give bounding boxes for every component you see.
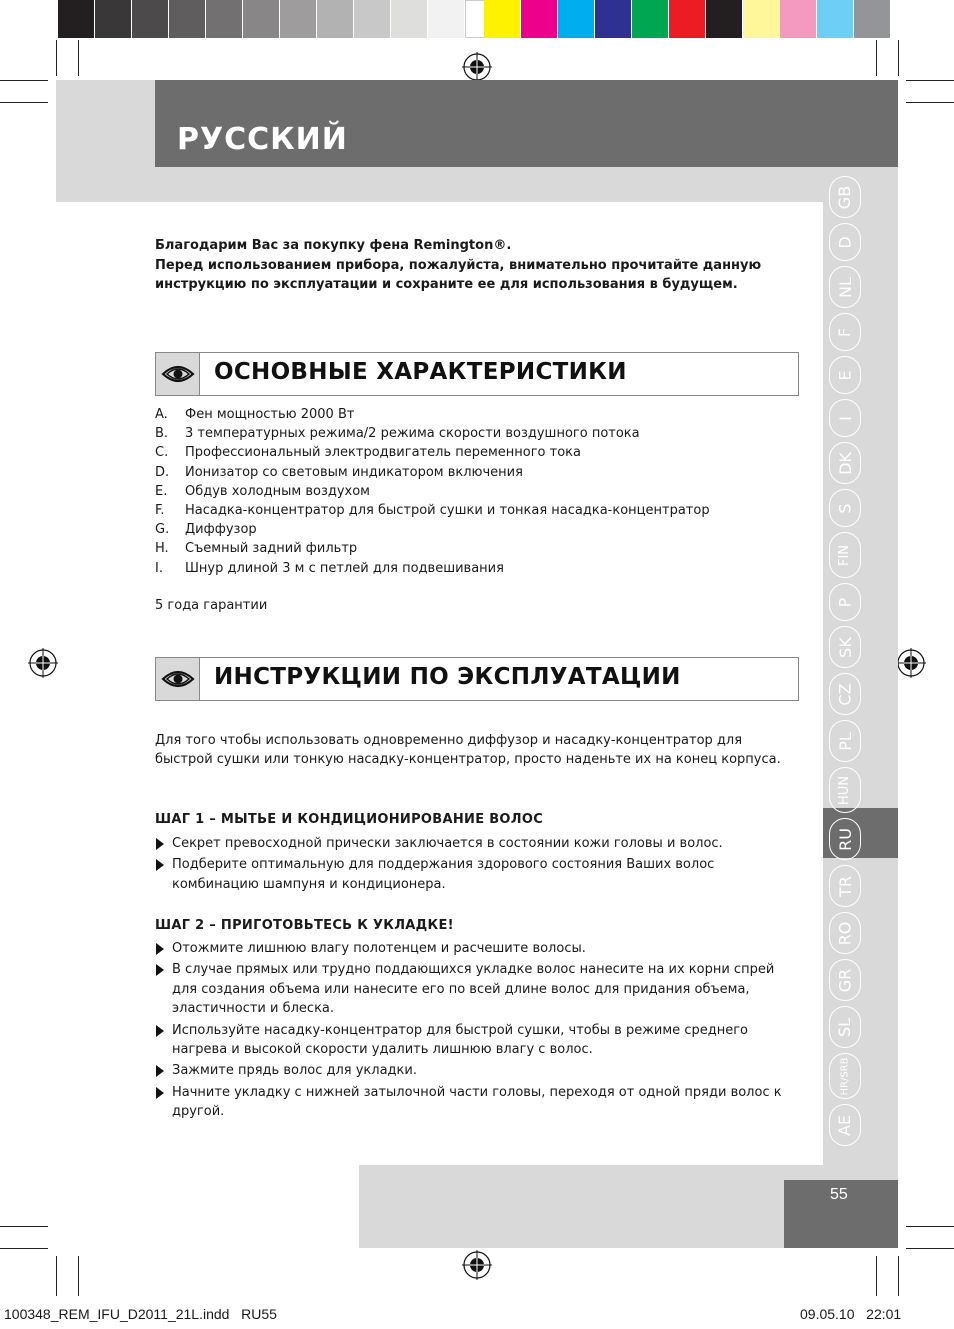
gray-swatch	[243, 0, 280, 38]
language-label: S	[835, 502, 855, 514]
list-item: В случае прямых или трудно поддающихся укладке волос нанесите на их корни спрей для создания объема или нанесите его по всей длине волос для придания объема, эластичности и блеска.	[155, 960, 785, 1018]
gray-swatch	[206, 0, 243, 38]
language-tab-ru[interactable]	[829, 818, 861, 860]
eye-icon	[156, 658, 200, 700]
step-2-title: ШАГ 2 – ПРИГОТОВЬТЕСЬ К УКЛАДКЕ!	[155, 918, 454, 933]
feature-item	[155, 424, 805, 443]
list-item: Подберите оптимальную для поддержания здорового состояния Ваших волос комбинацию шампуня и кондиционера.	[155, 855, 785, 894]
instructions-paragraph: Для того чтобы использовать одновременно диффузор и насадку-концентратор для быстрой сушки или тонкую насадку-концентратор, просто наденьте их на конец корпуса.	[155, 733, 781, 768]
gray-color-bar	[58, 0, 501, 38]
crop-mark	[906, 1248, 954, 1249]
intro-line-1: Благодарим Вас за покупку фена Remington®.	[155, 238, 512, 253]
eye-icon	[156, 353, 200, 395]
language-tab-cz[interactable]	[829, 673, 861, 715]
feature-item	[155, 463, 805, 482]
step-1-list	[155, 834, 785, 896]
intro-text	[155, 236, 795, 295]
feature-text: Ионизатор со световым индикатором включения	[185, 464, 523, 480]
language-label: SK	[835, 636, 855, 658]
process-swatch	[669, 0, 706, 38]
feature-key: E.	[155, 483, 168, 499]
gray-swatch	[132, 0, 169, 38]
feature-key: F.	[155, 503, 165, 519]
gray-swatch	[354, 0, 391, 38]
language-label: P	[835, 597, 855, 607]
step-1-title: ШАГ 1 – МЫТЬЕ И КОНДИЦИОНИРОВАНИЕ ВОЛОС	[155, 812, 544, 827]
language-tab-hr-srb[interactable]	[829, 1053, 861, 1099]
language-tab-ro[interactable]	[829, 912, 861, 954]
footer-date: 09.05.10 22:01	[800, 1306, 902, 1322]
language-tab-sk[interactable]	[829, 626, 861, 668]
language-label: HR/SRB	[839, 1057, 851, 1095]
crop-mark	[906, 102, 954, 103]
crop-mark	[876, 1256, 877, 1296]
gray-swatch	[58, 0, 95, 38]
process-swatch	[558, 0, 595, 38]
language-tab-i[interactable]	[829, 399, 861, 437]
feature-text: 3 температурных режима/2 режима скорости воздушного потока	[185, 426, 640, 442]
process-swatch	[854, 0, 891, 38]
step-2-list	[155, 939, 785, 1124]
language-label: HUN	[837, 775, 853, 805]
process-swatch	[632, 0, 669, 38]
page-number: 55	[830, 1186, 848, 1203]
feature-item	[155, 539, 805, 558]
language-tab-dk[interactable]	[829, 442, 861, 484]
list-item: Отожмите лишнюю влагу полотенцем и расчешите волосы.	[155, 939, 785, 958]
page-title: РУССКИЙ	[177, 122, 348, 157]
language-tab-nl[interactable]	[829, 266, 861, 308]
feature-text: Съемный задний фильтр	[185, 541, 358, 557]
registration-mark-icon	[462, 1250, 492, 1280]
language-tab-tr[interactable]	[829, 865, 861, 907]
crop-mark	[56, 40, 57, 76]
language-tab-sl[interactable]	[829, 1006, 861, 1048]
process-swatch	[743, 0, 780, 38]
gray-swatch	[280, 0, 317, 38]
language-label: AE	[835, 1114, 855, 1136]
feature-item	[155, 443, 805, 462]
registration-mark-icon	[28, 648, 58, 678]
language-tab-fin[interactable]	[829, 532, 861, 578]
list-item: Секрет превосходной прически заключается в состоянии кожи головы и волос.	[155, 834, 785, 853]
features-list	[155, 405, 805, 578]
feature-text: Профессиональный электродвигатель переменного тока	[185, 445, 581, 461]
process-swatch	[780, 0, 817, 38]
crop-mark	[0, 102, 48, 103]
crop-mark	[876, 40, 877, 76]
language-label: SL	[835, 1017, 855, 1037]
crop-mark	[898, 1256, 899, 1296]
feature-item	[155, 559, 805, 578]
language-label: CZ	[835, 682, 855, 706]
language-label: PL	[835, 731, 855, 751]
registration-mark-icon	[462, 52, 492, 82]
process-color-bar	[484, 0, 891, 38]
crop-mark	[0, 1226, 48, 1227]
crop-mark	[898, 40, 899, 76]
features-section-header	[155, 352, 799, 396]
feature-item	[155, 501, 805, 520]
gray-swatch	[169, 0, 206, 38]
features-title: ОСНОВНЫЕ ХАРАКТЕРИСТИКИ	[214, 359, 627, 385]
feature-item	[155, 482, 805, 501]
intro-line-2: Перед использованием прибора, пожалуйста, внимательно прочитайте данную инструкцию по эксплуатации и сохраните ее для использования в будущем.	[155, 257, 762, 292]
process-swatch	[595, 0, 632, 38]
feature-item	[155, 405, 805, 424]
list-item: Используйте насадку-концентратор для быстрой сушки, чтобы в режиме среднего нагрева и высокой скорости удалить лишнюю влагу с волос.	[155, 1021, 785, 1060]
language-label: TR	[835, 875, 855, 897]
warranty-years: 5	[155, 598, 164, 613]
gray-swatch	[317, 0, 354, 38]
crop-mark	[0, 80, 48, 81]
feature-item	[155, 520, 805, 539]
language-tab-e[interactable]	[829, 356, 861, 394]
crop-mark	[906, 1226, 954, 1227]
warranty-text: года гарантии	[163, 598, 268, 613]
gray-swatch	[95, 0, 132, 38]
language-tab-gr[interactable]	[829, 959, 861, 1001]
process-swatch	[484, 0, 521, 38]
language-label: D	[835, 235, 855, 249]
language-label: FIN	[837, 544, 853, 566]
language-label: GR	[835, 968, 855, 992]
crop-mark	[78, 1256, 79, 1296]
feature-text: Обдув холодным воздухом	[185, 483, 370, 499]
language-label: E	[835, 369, 855, 381]
language-label: RU	[835, 827, 855, 851]
gray-swatch	[428, 0, 465, 38]
feature-text: Диффузор	[185, 522, 257, 538]
feature-key: C.	[155, 445, 169, 461]
feature-key: H.	[155, 541, 169, 557]
instructions-title: ИНСТРУКЦИИ ПО ЭКСПЛУАТАЦИИ	[214, 664, 681, 690]
feature-key: A.	[155, 407, 168, 422]
process-swatch	[521, 0, 558, 38]
language-tab-s[interactable]	[829, 489, 861, 527]
instructions-section-header	[155, 657, 799, 701]
crop-mark	[906, 80, 954, 81]
language-tab-ae[interactable]	[829, 1104, 861, 1146]
warranty-note	[155, 598, 267, 613]
language-tab-f[interactable]	[829, 313, 861, 351]
feature-key: B.	[155, 426, 169, 442]
title-bar	[155, 80, 898, 167]
feature-text: Шнур длиной 3 м с петлей для подвешивания	[185, 560, 504, 576]
list-item: Зажмите прядь волос для укладки.	[155, 1061, 785, 1080]
gray-swatch	[391, 0, 428, 38]
language-label: DK	[835, 451, 855, 475]
feature-text: Фен мощностью 2000 Вт	[185, 407, 355, 422]
language-label: I	[835, 415, 855, 421]
language-tab-pl[interactable]	[829, 720, 861, 762]
list-item: Начните укладку с нижней затылочной части головы, переходя от одной пряди волос к другой.	[155, 1083, 785, 1122]
feature-key: I.	[155, 560, 163, 576]
registration-mark-icon	[896, 648, 926, 678]
language-tab-p[interactable]	[829, 583, 861, 621]
language-tab-hun[interactable]	[829, 767, 861, 813]
language-tab-d[interactable]	[829, 223, 861, 261]
process-swatch	[706, 0, 743, 38]
crop-mark	[0, 1248, 48, 1249]
language-label: GB	[835, 185, 855, 209]
feature-key: G.	[155, 522, 170, 538]
crop-mark	[56, 1256, 57, 1296]
language-label: F	[835, 327, 855, 337]
language-tab-gb[interactable]	[829, 176, 861, 218]
feature-text: Насадка-концентратор для быстрой сушки и тонкая насадка-концентратор	[185, 503, 710, 519]
feature-key: D.	[155, 464, 170, 480]
language-label: NL	[835, 276, 855, 298]
language-label: RO	[835, 921, 855, 945]
crop-mark	[78, 40, 79, 76]
footer-file-info: 100348_REM_IFU_D2011_21L.indd RU55	[4, 1306, 277, 1322]
process-swatch	[817, 0, 854, 38]
